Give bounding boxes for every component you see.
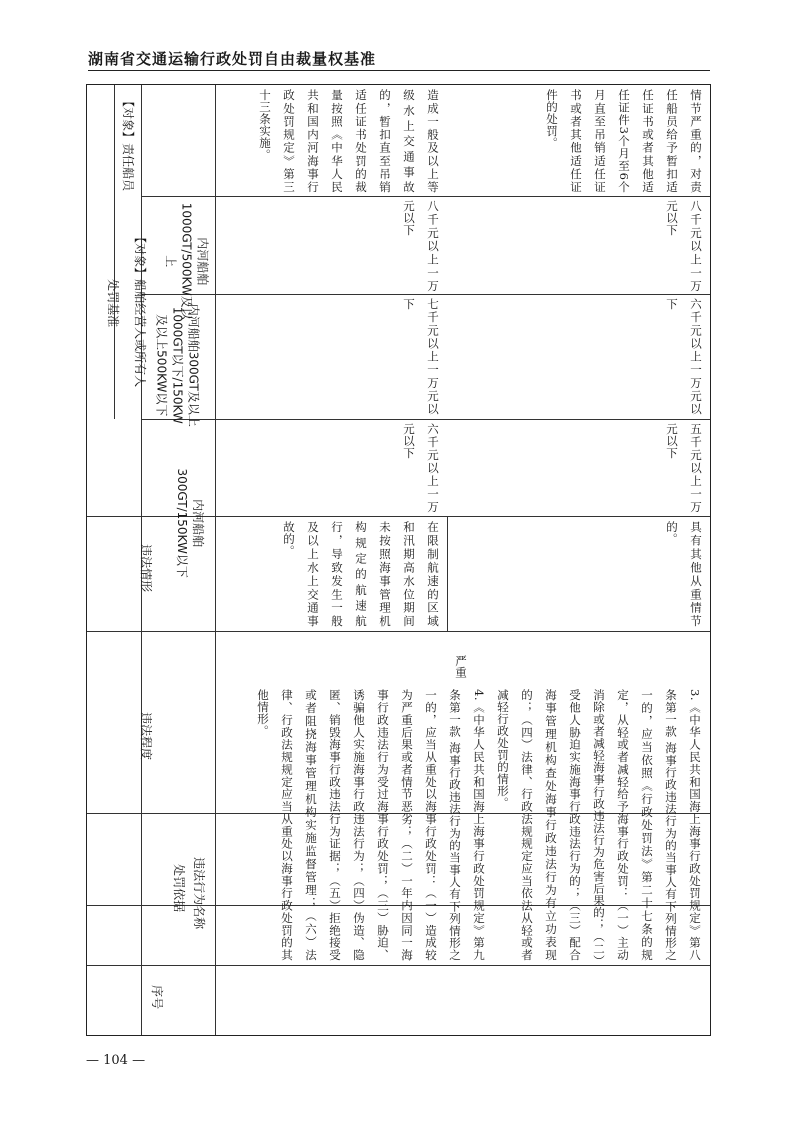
row-line — [87, 631, 710, 632]
header-violation-name: 违法行为名称 — [192, 857, 207, 930]
basis-text: 3.《中华人民共和国海上海事行政处罚规定》第八条第一款 海事行政违法行为的当事人有下列情形之一的，应当依照《行政处罚法》第二十七条的规定，从轻或者减轻给予海事行政处罚：（一）主动消除或者减轻海事行政违法行为危害后果的；（二）受他人胁迫实施海事行政违法行为的；（三）配合海事管理机构查处海事行政违法行为有立功表现的；（四）法律、行政法规规定应当依法从轻或者减轻行政处罚的情形。 4.《中华人民共和国海上海事行政处罚规定》第九条第一款 海事行政违法行为的当事人有下列情形之一的，应当从重处以海事行政处罚：（一）造成较为严重后果或者情节恶劣；（二）一年内因同一海事行政违法行为受过海事行政处罚；（三）胁迫、诱骗他人实施海事行政违法行为；（四）伪造、隐匿、销毁海事行政违法行为证据；（五）拒绝接受或者阻挠海事管理机构实施监督管理；（六）法律、行政法规规定应当从重处以海事行政处罚的其他情形。 — [256, 689, 702, 961]
row2-penalty-small: 五千元以上一万元以下 — [665, 423, 703, 513]
row2-circumstance: 具有其他从重情节的。 — [665, 521, 703, 627]
col-line — [114, 85, 115, 419]
row2-crew-penalty: 情节严重的，对责任船员给予暂扣适任证书或者其他适任证件3个月至6个月直至吊销适任证书或者其他适任证件的处罚。 — [545, 89, 703, 193]
row-line — [141, 294, 710, 295]
header-degree: 违法程度 — [139, 712, 154, 761]
col-line — [447, 516, 448, 631]
header-col-large: 内河船舶1000GT/500KW及以上 — [162, 202, 210, 320]
row1-crew-penalty: 造成一般及以上等级水上交通事故的，暂扣直至吊销适任证书处罚的裁量按照《中华人民共和国内河海事行政处罚规定》第三十三条实施。 — [258, 89, 440, 193]
row-line — [141, 419, 710, 420]
header-seq: 序号 — [150, 985, 165, 1010]
header-object-crew: 【对象】责任船员 — [121, 95, 136, 192]
row2-penalty-mid: 六千元以上一万元以下 — [665, 298, 703, 415]
page-number: — 104 — — [86, 1053, 146, 1068]
row2-penalty-large: 八千元以上一万元以下 — [665, 200, 703, 292]
row1-circumstance: 在限制航速的区域和汛期高水位期间未按照海事管理机构规定的航速航行，导致发生一般及以上水上交通事故的。 — [282, 521, 440, 627]
row1-penalty-mid: 七千元以上一万元以下 — [402, 298, 440, 415]
header-rule — [88, 70, 710, 71]
header-object-owner: 【对象】船舶经营人或所有人 — [133, 231, 148, 388]
header-circumstance: 违法情形 — [139, 544, 154, 593]
header-col-mid: 内河船舶300GT及以上1000GT以下/150KW及以上500KW以下 — [153, 303, 201, 427]
penalty-table — [86, 84, 711, 1036]
header-col-small: 内河船舶300GT/150KW以下 — [175, 468, 206, 578]
degree-value: 严重 — [454, 655, 468, 678]
row-line — [87, 965, 710, 966]
row-line — [141, 196, 710, 197]
header-basis: 处罚依据 — [172, 864, 187, 913]
col-line — [215, 85, 216, 1035]
row1-penalty-small: 六千元以上一万元以下 — [402, 423, 440, 513]
header-standard: 处罚基准 — [106, 279, 121, 328]
row1-penalty-large: 八千元以上一万元以下 — [402, 200, 440, 292]
page-header-title: 湖南省交通运输行政处罚自由裁量权基准 — [88, 50, 377, 68]
